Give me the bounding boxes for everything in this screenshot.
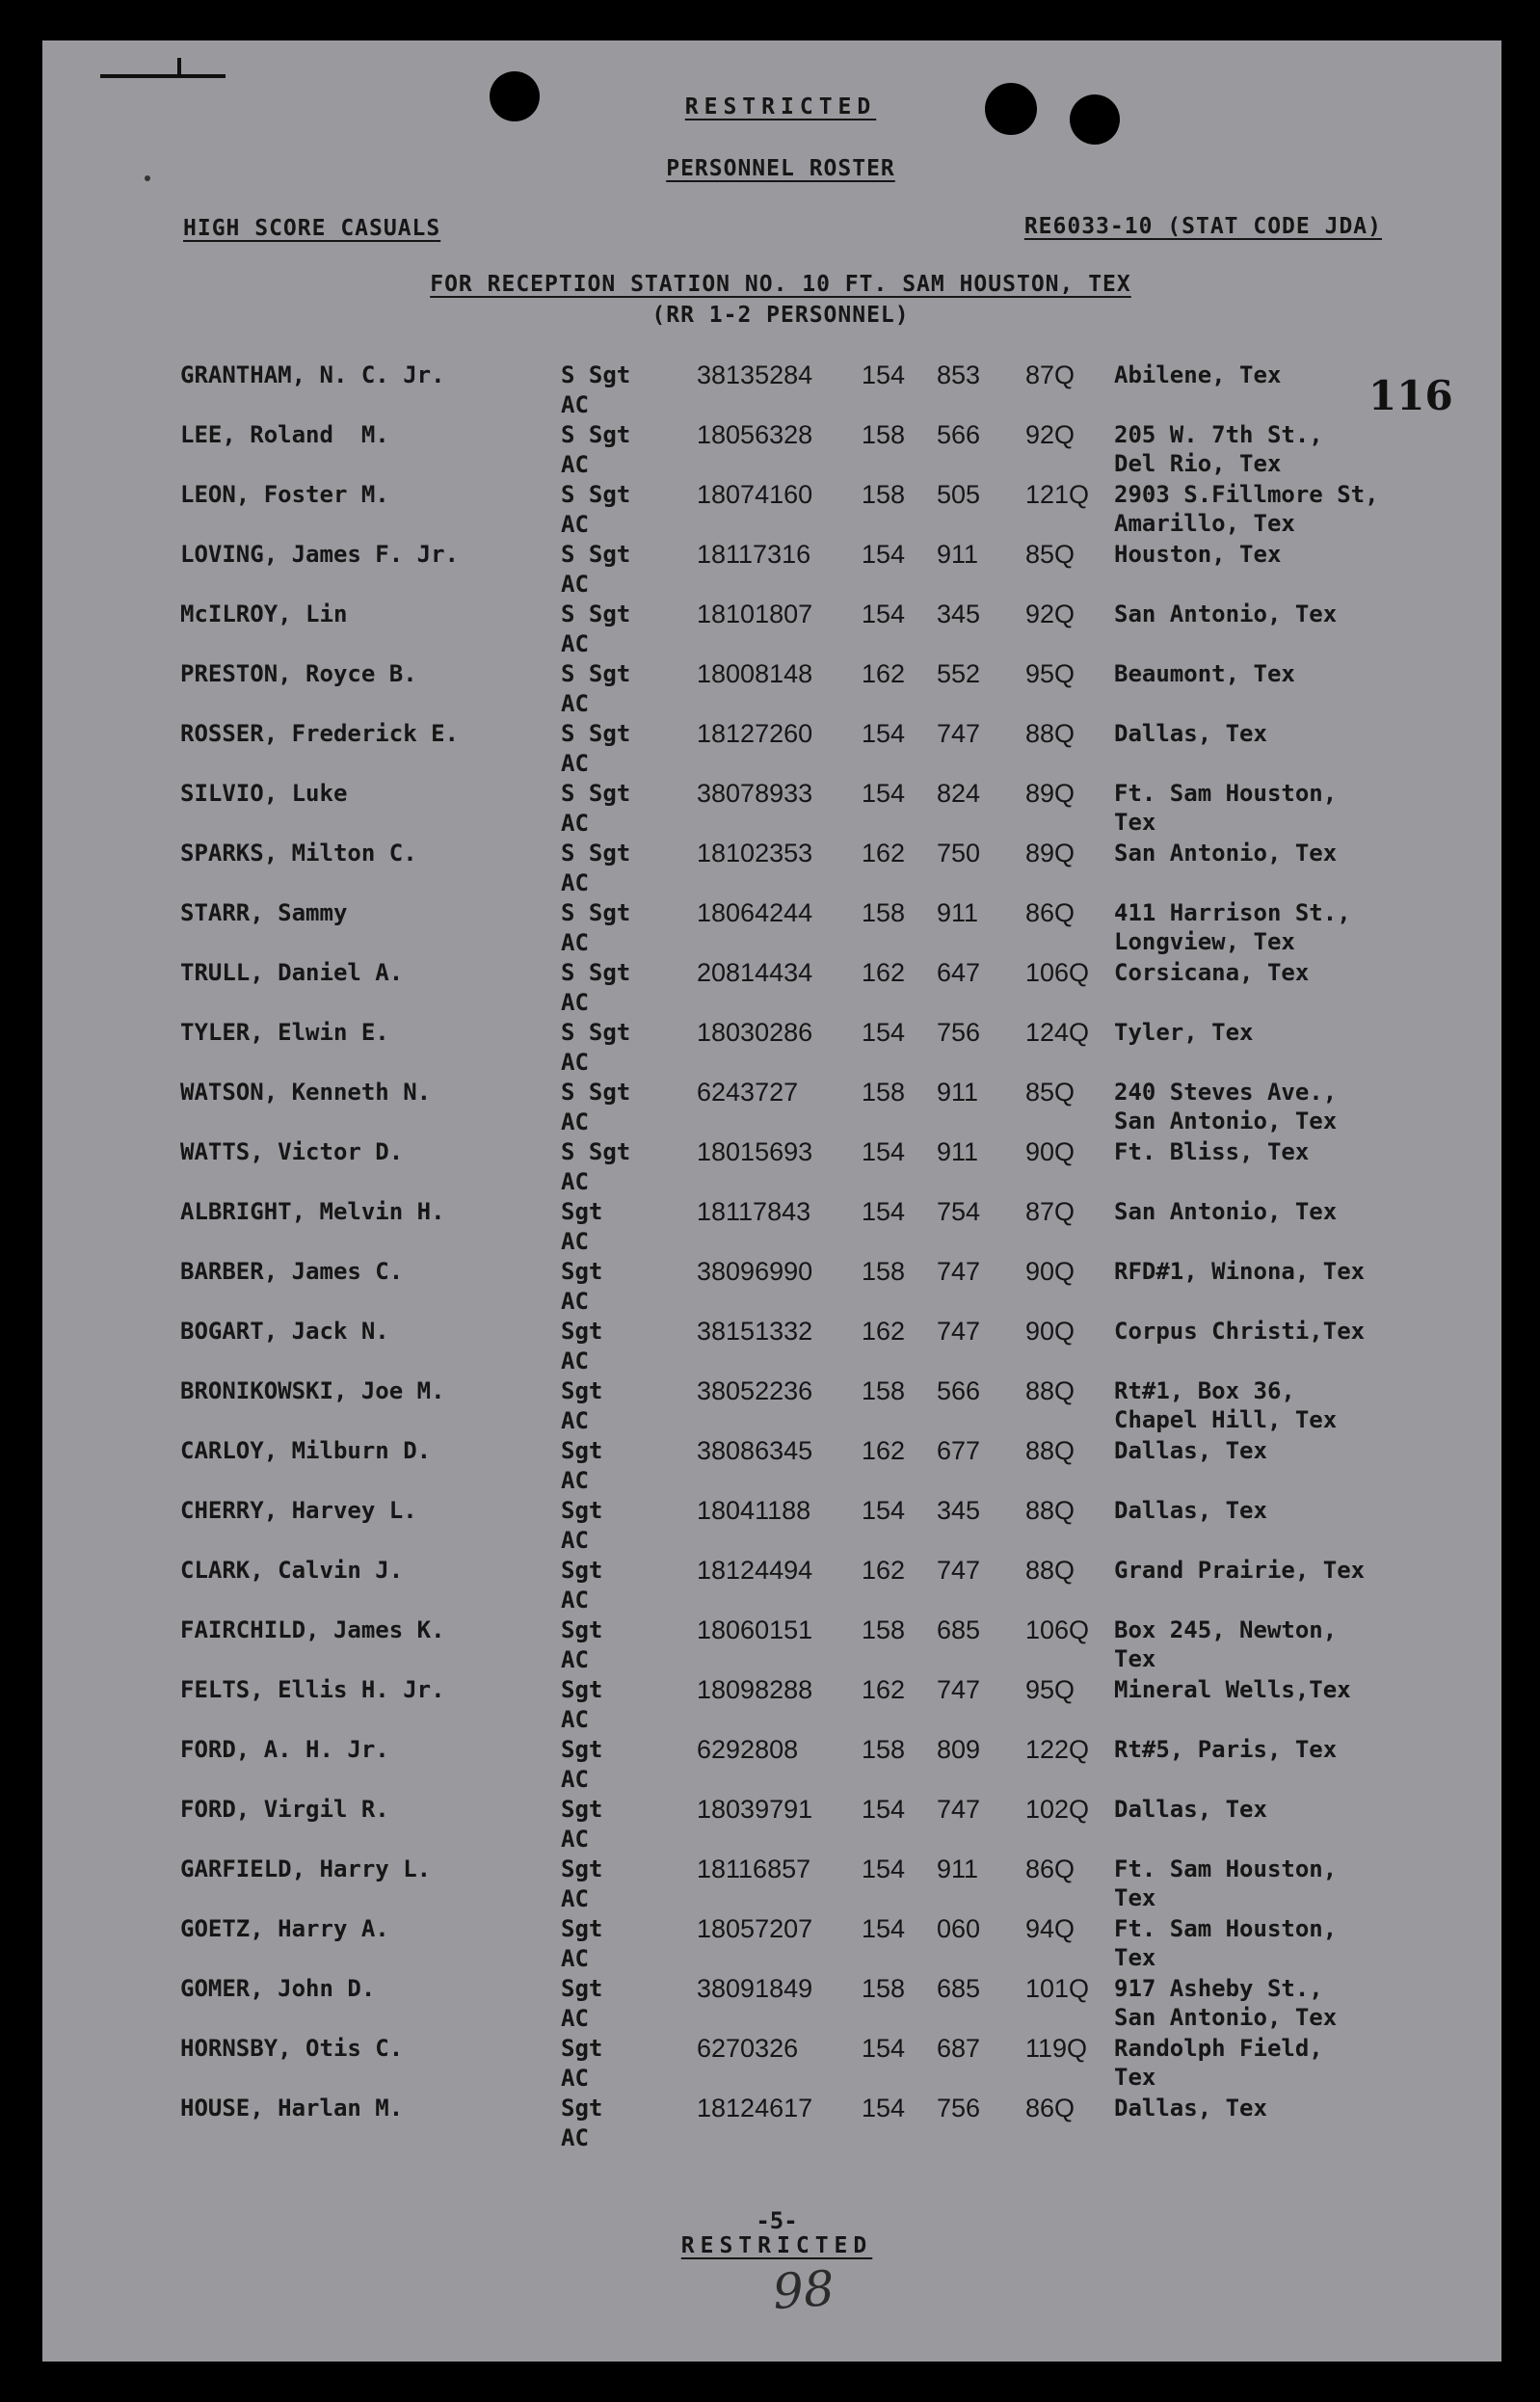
code-cell: 162: [862, 839, 906, 867]
code-cell: 158: [862, 1735, 906, 1764]
code-cell: 154: [862, 600, 906, 628]
specialty-cell: 911: [937, 1855, 979, 1883]
code-cell: 154: [862, 779, 906, 808]
table-row: [42, 600, 1501, 659]
score-cell: 95Q: [1025, 1675, 1075, 1704]
serial-number-cell: 18098288: [697, 1675, 813, 1704]
code-cell: 158: [862, 1078, 906, 1107]
address-cell: Mineral Wells,Tex: [1114, 1676, 1351, 1703]
score-cell: 87Q: [1025, 1197, 1075, 1226]
name-cell: GRANTHAM, N. C. Jr.: [180, 361, 445, 388]
specialty-cell: 566: [937, 420, 981, 449]
handwritten-number: 98: [771, 2259, 836, 2321]
table-row: [42, 898, 1501, 958]
code-cell: 154: [862, 1914, 906, 1943]
serial-number-cell: 20814434: [697, 958, 813, 987]
serial-number-cell: 18117843: [697, 1197, 811, 1226]
code-cell: 154: [862, 2094, 906, 2122]
group-label: HIGH SCORE CASUALS: [183, 216, 441, 241]
rank-cell: Sgt AC: [561, 1855, 603, 1912]
rank-cell: Sgt AC: [561, 1676, 603, 1733]
specialty-cell: 747: [937, 1675, 981, 1704]
score-cell: 88Q: [1025, 1376, 1075, 1405]
table-row: [42, 1018, 1501, 1078]
punch-hole-center: [985, 83, 1037, 135]
rank-cell: Sgt AC: [561, 2035, 603, 2092]
score-cell: 88Q: [1025, 1556, 1075, 1585]
specialty-cell: 345: [937, 1496, 981, 1525]
address-cell: San Antonio, Tex: [1114, 600, 1338, 627]
address-cell: Ft. Bliss, Tex: [1114, 1138, 1310, 1165]
address-cell: 2903 S.Fillmore St, Amarillo, Tex: [1114, 481, 1379, 537]
address-cell: RFD#1, Winona, Tex: [1114, 1258, 1366, 1285]
table-row: [42, 360, 1501, 420]
rank-cell: Sgt AC: [561, 1258, 603, 1315]
rank-cell: S Sgt AC: [561, 1079, 631, 1135]
serial-number-cell: 38078933: [697, 779, 813, 808]
name-cell: BOGART, Jack N.: [180, 1318, 389, 1345]
serial-number-cell: 38151332: [697, 1317, 813, 1346]
address-cell: Rt#1, Box 36, Chapel Hill, Tex: [1114, 1377, 1338, 1433]
serial-number-cell: 18064244: [697, 898, 813, 927]
score-cell: 101Q: [1025, 1974, 1090, 2003]
serial-number-cell: 18117316: [697, 540, 811, 569]
serial-number-cell: 18030286: [697, 1018, 813, 1047]
score-cell: 119Q: [1025, 2034, 1088, 2063]
address-cell: Dallas, Tex: [1114, 720, 1267, 747]
serial-number-cell: 18056328: [697, 420, 813, 449]
serial-number-cell: 18124617: [697, 2094, 813, 2122]
address-cell: Dallas, Tex: [1114, 1437, 1267, 1464]
address-cell: Ft. Sam Houston, Tex: [1114, 1915, 1338, 1971]
specialty-cell: 756: [937, 1018, 981, 1047]
specialty-cell: 809: [937, 1735, 981, 1764]
code-cell: 154: [862, 1855, 906, 1883]
page-edge-mark: [100, 74, 226, 78]
rank-cell: S Sgt AC: [561, 1019, 631, 1076]
table-row: [42, 779, 1501, 839]
score-cell: 86Q: [1025, 1855, 1075, 1883]
name-cell: ROSSER, Frederick E.: [180, 720, 459, 747]
table-row: [42, 1376, 1501, 1436]
code-cell: 158: [862, 1376, 906, 1405]
code-cell: 154: [862, 719, 906, 748]
serial-number-cell: 38086345: [697, 1436, 813, 1465]
score-cell: 121Q: [1025, 480, 1090, 509]
name-cell: GOETZ, Harry A.: [180, 1915, 389, 1942]
rank-cell: Sgt AC: [561, 1915, 603, 1972]
specialty-cell: 345: [937, 600, 981, 628]
name-cell: CLARK, Calvin J.: [180, 1557, 404, 1584]
serial-number-cell: 18015693: [697, 1137, 813, 1166]
rank-cell: S Sgt AC: [561, 899, 631, 956]
code-cell: 158: [862, 480, 906, 509]
score-cell: 90Q: [1025, 1137, 1075, 1166]
code-cell: 162: [862, 1317, 906, 1346]
score-cell: 88Q: [1025, 1496, 1075, 1525]
rank-cell: Sgt AC: [561, 1975, 603, 2032]
code-cell: 154: [862, 2034, 906, 2063]
specialty-cell: 687: [937, 2034, 981, 2063]
address-cell: Houston, Tex: [1114, 541, 1282, 568]
table-row: [42, 1197, 1501, 1257]
table-row: [42, 1615, 1501, 1675]
rank-cell: Sgt AC: [561, 1377, 603, 1434]
rank-cell: Sgt AC: [561, 1198, 603, 1255]
serial-number-cell: 6292808: [697, 1735, 799, 1764]
punch-hole-left: [490, 71, 540, 121]
name-cell: TYLER, Elwin E.: [180, 1019, 389, 1046]
specialty-cell: 060: [937, 1914, 981, 1943]
name-cell: PRESTON, Royce B.: [180, 660, 417, 687]
score-cell: 92Q: [1025, 600, 1075, 628]
table-row: [42, 1914, 1501, 1974]
code-cell: 154: [862, 1197, 906, 1226]
address-cell: 205 W. 7th St., Del Rio, Tex: [1114, 421, 1323, 477]
code-cell: 154: [862, 1795, 906, 1824]
table-row: [42, 1675, 1501, 1735]
page-marker: -5-: [756, 2207, 798, 2234]
serial-number-cell: 18041188: [697, 1496, 811, 1525]
score-cell: 88Q: [1025, 719, 1075, 748]
station-heading: FOR RECEPTION STATION NO. 10 FT. SAM HOUSTON, TEX: [430, 272, 1131, 297]
serial-number-cell: 38135284: [697, 360, 813, 389]
score-cell: 102Q: [1025, 1795, 1090, 1824]
name-cell: SILVIO, Luke: [180, 780, 348, 807]
name-cell: SPARKS, Milton C.: [180, 840, 417, 867]
serial-number-cell: 38096990: [697, 1257, 813, 1286]
specialty-cell: 911: [937, 898, 979, 927]
name-cell: CHERRY, Harvey L.: [180, 1497, 417, 1524]
speck: [145, 175, 150, 181]
serial-number-cell: 18060151: [697, 1615, 813, 1644]
personnel-subheading: (RR 1-2 PERSONNEL): [651, 303, 910, 328]
address-cell: Abilene, Tex: [1114, 361, 1282, 388]
rank-cell: S Sgt AC: [561, 840, 631, 896]
serial-number-cell: 18039791: [697, 1795, 813, 1824]
name-cell: WATSON, Kenneth N.: [180, 1079, 432, 1106]
address-cell: Box 245, Newton, Tex: [1114, 1616, 1338, 1672]
table-row: [42, 1855, 1501, 1914]
code-cell: 158: [862, 898, 906, 927]
address-cell: Corsicana, Tex: [1114, 959, 1310, 986]
specialty-cell: 747: [937, 1257, 981, 1286]
rank-cell: S Sgt AC: [561, 481, 631, 538]
roster-title: PERSONNEL ROSTER: [666, 156, 895, 181]
serial-number-cell: 6270326: [697, 2034, 799, 2063]
name-cell: LEON, Foster M.: [180, 481, 389, 508]
score-cell: 92Q: [1025, 420, 1075, 449]
specialty-cell: 750: [937, 839, 981, 867]
code-cell: 162: [862, 659, 906, 688]
specialty-cell: 754: [937, 1197, 981, 1226]
score-cell: 106Q: [1025, 958, 1090, 987]
rank-cell: S Sgt AC: [561, 541, 631, 598]
code-cell: 158: [862, 1257, 906, 1286]
serial-number-cell: 18124494: [697, 1556, 813, 1585]
code-cell: 162: [862, 1675, 906, 1704]
classification-bottom: RESTRICTED: [680, 2233, 873, 2258]
name-cell: WATTS, Victor D.: [180, 1138, 404, 1165]
specialty-cell: 911: [937, 1137, 979, 1166]
score-cell: 87Q: [1025, 360, 1075, 389]
rank-cell: Sgt AC: [561, 1318, 603, 1374]
rank-cell: S Sgt AC: [561, 361, 631, 418]
score-cell: 85Q: [1025, 1078, 1075, 1107]
table-row: [42, 1137, 1501, 1197]
score-cell: 124Q: [1025, 1018, 1090, 1047]
code-cell: 154: [862, 1018, 906, 1047]
address-cell: 917 Asheby St., San Antonio, Tex: [1114, 1975, 1338, 2031]
address-cell: 411 Harrison St., Longview, Tex: [1114, 899, 1351, 955]
table-row: [42, 2094, 1501, 2153]
code-cell: 162: [862, 1436, 906, 1465]
address-cell: Randolph Field, Tex: [1114, 2035, 1323, 2091]
specialty-cell: 853: [937, 360, 981, 389]
serial-number-cell: 38052236: [697, 1376, 813, 1405]
rank-cell: S Sgt AC: [561, 959, 631, 1016]
address-cell: San Antonio, Tex: [1114, 1198, 1338, 1225]
code-cell: 158: [862, 420, 906, 449]
table-row: [42, 480, 1501, 540]
specialty-cell: 566: [937, 1376, 981, 1405]
table-row: [42, 1436, 1501, 1496]
serial-number-cell: 18101807: [697, 600, 813, 628]
name-cell: McILROY, Lin: [180, 600, 348, 627]
order-reference: RE6033-10 (STAT CODE JDA): [1023, 214, 1382, 239]
address-cell: San Antonio, Tex: [1114, 840, 1338, 867]
score-cell: 89Q: [1025, 839, 1075, 867]
serial-number-cell: 18102353: [697, 839, 813, 867]
rank-cell: S Sgt AC: [561, 660, 631, 717]
code-cell: 154: [862, 1137, 906, 1166]
code-cell: 154: [862, 360, 906, 389]
code-cell: 154: [862, 1496, 906, 1525]
code-cell: 162: [862, 958, 906, 987]
specialty-cell: 505: [937, 480, 981, 509]
specialty-cell: 747: [937, 1795, 981, 1824]
name-cell: FELTS, Ellis H. Jr.: [180, 1676, 445, 1703]
score-cell: 106Q: [1025, 1615, 1090, 1644]
address-cell: Tyler, Tex: [1114, 1019, 1254, 1046]
address-cell: Rt#5, Paris, Tex: [1114, 1736, 1338, 1763]
table-row: [42, 839, 1501, 898]
rank-cell: Sgt AC: [561, 1736, 603, 1793]
rank-cell: Sgt AC: [561, 1437, 603, 1494]
score-cell: 90Q: [1025, 1317, 1075, 1346]
rank-cell: Sgt AC: [561, 2095, 603, 2151]
score-cell: 95Q: [1025, 659, 1075, 688]
score-cell: 86Q: [1025, 898, 1075, 927]
rank-cell: Sgt AC: [561, 1796, 603, 1853]
score-cell: 89Q: [1025, 779, 1075, 808]
name-cell: LEE, Roland M.: [180, 421, 389, 448]
name-cell: BARBER, James C.: [180, 1258, 404, 1285]
specialty-cell: 824: [937, 779, 981, 808]
table-row: [42, 2034, 1501, 2094]
serial-number-cell: 38091849: [697, 1974, 813, 2003]
rank-cell: S Sgt AC: [561, 1138, 631, 1195]
name-cell: FORD, A. H. Jr.: [180, 1736, 389, 1763]
code-cell: 158: [862, 1615, 906, 1644]
table-row: [42, 719, 1501, 779]
specialty-cell: 677: [937, 1436, 981, 1465]
page-edge-tick: [177, 58, 181, 77]
name-cell: CARLOY, Milburn D.: [180, 1437, 432, 1464]
address-cell: Dallas, Tex: [1114, 1796, 1267, 1823]
rank-cell: S Sgt AC: [561, 600, 631, 657]
address-cell: Dallas, Tex: [1114, 2095, 1267, 2122]
score-cell: 85Q: [1025, 540, 1075, 569]
name-cell: GARFIELD, Harry L.: [180, 1855, 432, 1882]
serial-number-cell: 18116857: [697, 1855, 811, 1883]
name-cell: STARR, Sammy: [180, 899, 348, 926]
score-cell: 94Q: [1025, 1914, 1075, 1943]
serial-number-cell: 18074160: [697, 480, 813, 509]
punch-hole-right: [1070, 94, 1120, 145]
address-cell: 240 Steves Ave., San Antonio, Tex: [1114, 1079, 1338, 1134]
specialty-cell: 747: [937, 1317, 981, 1346]
name-cell: ALBRIGHT, Melvin H.: [180, 1198, 445, 1225]
rank-cell: Sgt AC: [561, 1497, 603, 1554]
table-row: [42, 1735, 1501, 1795]
score-cell: 86Q: [1025, 2094, 1075, 2122]
serial-number-cell: 18008148: [697, 659, 813, 688]
classification-top: RESTRICTED: [684, 94, 877, 120]
name-cell: HOUSE, Harlan M.: [180, 2095, 404, 2122]
code-cell: 158: [862, 1974, 906, 2003]
score-cell: 90Q: [1025, 1257, 1075, 1286]
specialty-cell: 685: [937, 1615, 981, 1644]
table-row: [42, 659, 1501, 719]
rank-cell: S Sgt AC: [561, 720, 631, 777]
score-cell: 88Q: [1025, 1436, 1075, 1465]
specialty-cell: 747: [937, 1556, 981, 1585]
specialty-cell: 685: [937, 1974, 981, 2003]
specialty-cell: 552: [937, 659, 981, 688]
table-row: [42, 1257, 1501, 1317]
specialty-cell: 756: [937, 2094, 981, 2122]
address-cell: Grand Prairie, Tex: [1114, 1557, 1366, 1584]
rank-cell: Sgt AC: [561, 1557, 603, 1614]
name-cell: BRONIKOWSKI, Joe M.: [180, 1377, 445, 1404]
name-cell: TRULL, Daniel A.: [180, 959, 404, 986]
page-number: 116: [1368, 372, 1453, 419]
serial-number-cell: 18127260: [697, 719, 813, 748]
address-cell: Ft. Sam Houston, Tex: [1114, 1855, 1338, 1911]
table-row: [42, 540, 1501, 600]
serial-number-cell: 18057207: [697, 1914, 813, 1943]
table-row: [42, 420, 1501, 480]
specialty-cell: 911: [937, 540, 979, 569]
table-row: [42, 958, 1501, 1018]
table-row: [42, 1496, 1501, 1556]
table-row: [42, 1556, 1501, 1615]
name-cell: GOMER, John D.: [180, 1975, 376, 2002]
score-cell: 122Q: [1025, 1735, 1090, 1764]
code-cell: 154: [862, 540, 906, 569]
address-cell: Corpus Christi,Tex: [1114, 1318, 1366, 1345]
code-cell: 162: [862, 1556, 906, 1585]
rank-cell: Sgt AC: [561, 1616, 603, 1673]
rank-cell: S Sgt AC: [561, 780, 631, 837]
table-row: [42, 1795, 1501, 1855]
address-cell: Ft. Sam Houston, Tex: [1114, 780, 1338, 836]
specialty-cell: 911: [937, 1078, 979, 1107]
address-cell: Dallas, Tex: [1114, 1497, 1267, 1524]
roster-page: [42, 40, 1501, 2362]
specialty-cell: 647: [937, 958, 981, 987]
name-cell: FAIRCHILD, James K.: [180, 1616, 445, 1643]
name-cell: FORD, Virgil R.: [180, 1796, 389, 1823]
table-row: [42, 1078, 1501, 1137]
rank-cell: S Sgt AC: [561, 421, 631, 478]
specialty-cell: 747: [937, 719, 981, 748]
serial-number-cell: 6243727: [697, 1078, 799, 1107]
table-row: [42, 1317, 1501, 1376]
name-cell: LOVING, James F. Jr.: [180, 541, 459, 568]
table-row: [42, 1974, 1501, 2034]
address-cell: Beaumont, Tex: [1114, 660, 1295, 687]
name-cell: HORNSBY, Otis C.: [180, 2035, 404, 2062]
